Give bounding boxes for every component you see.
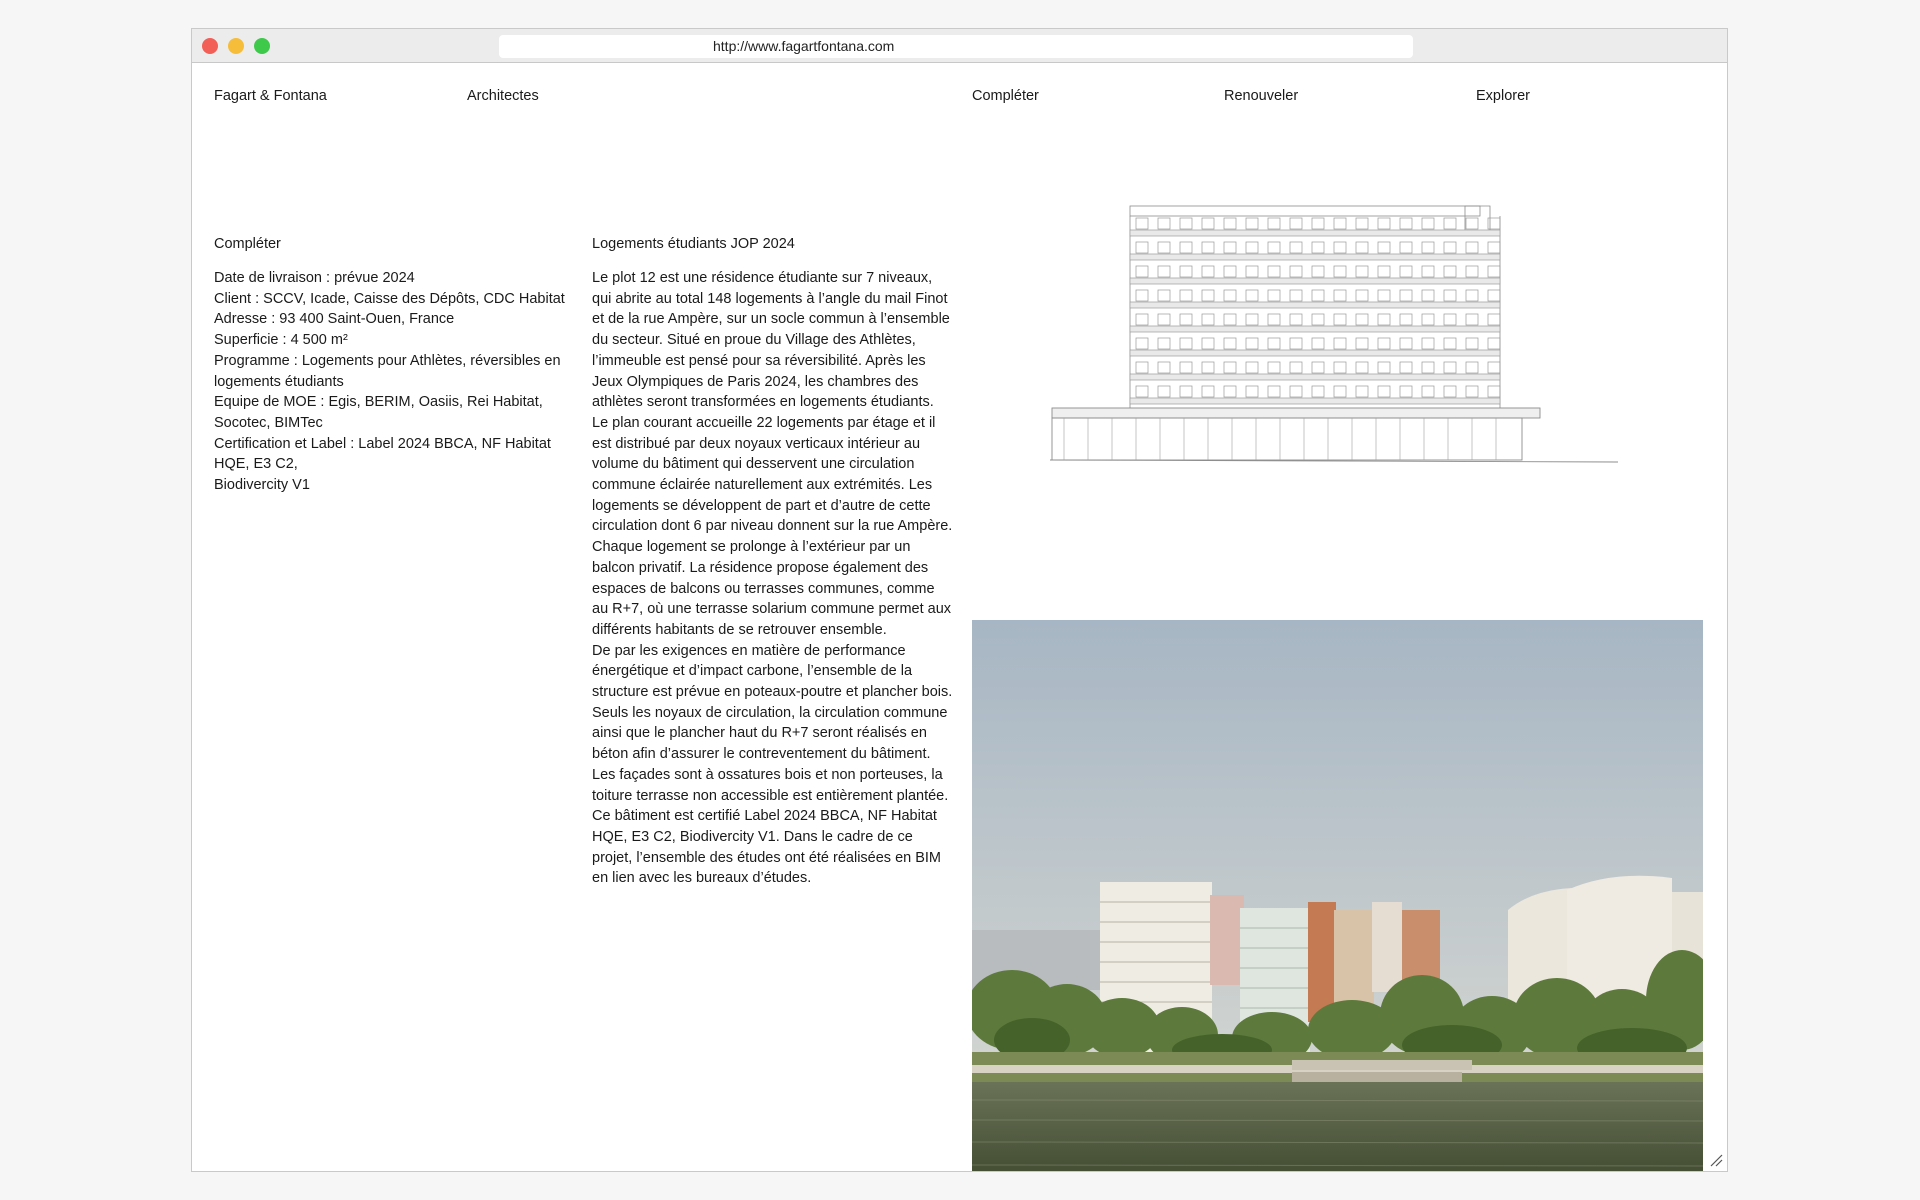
- description-paragraph: Le plan courant accueille 22 logements par étage et il est distribué par deux noyaux verticaux intérieur au volume du bâtiment qui desservent une circulation commune éclairée naturellement aux extrémités. Les logements se développent de part et d’autre de cette circulation dont 6 par niveau donnent sur la rue Ampère. Chaque logement se prolonge à l’extérieur par un balcon privatif. La résidence propose également des espaces de balcons ou terrasses communes, comme au R+7, où une terrasse solarium commune permet aux différents habitants de se retrouver ensemble.: [592, 414, 953, 638]
- description-paragraph: Le plot 12 est une résidence étudiante sur 7 niveaux, qui abrite au total 148 logements à l’angle du mail Finot et de la rue Ampère, sur un socle commun à l’ensemble du secteur. Situé en proue du Village des Athlètes, l’immeuble est pensé pour sa réversibilité. Après les Jeux Olympiques de Paris 2024, les chambres des athlètes seront transformées en logements étudiants.: [592, 270, 950, 411]
- info-biodivercity: Biodivercity V1: [214, 477, 310, 494]
- section-heading: Compléter: [214, 236, 281, 252]
- info-program: Programme : Logements pour Athlètes, réversibles en logements étudiants: [214, 352, 561, 390]
- info-address: Adresse : 93 400 Saint-Ouen, France: [214, 311, 455, 328]
- minimize-window-button[interactable]: [228, 38, 244, 54]
- browser-titlebar: [192, 29, 1727, 63]
- info-client: Client : SCCV, Icade, Caisse des Dépôts, CDC Habitat: [214, 290, 565, 307]
- page-content: [192, 64, 1727, 1172]
- description-paragraph: De par les exigences en matière de performance énergétique et d’impact carbone, l’ensemble de la structure est prévue en poteaux-poutre et plancher bois. Seuls les noyaux de circulation, la circulation commune ainsi que le plancher haut du R+7 seront réalisés en béton afin d’assurer le contreventement du bâtiment. Les façades sont à ossatures bois et non porteuses, la toiture terrasse non accessible est entièrement plantée. Ce bâtiment est certifié Label 2024 BBCA, NF Habitat HQE, E3 C2, Biodivercity V1. Dans le cadre de ce projet, l’ensemble des études ont été réalisées en BIM en lien avec les bureaux d’études.: [592, 642, 953, 887]
- nav-completer-link[interactable]: Compléter: [972, 88, 1039, 104]
- nav-renouveler-link[interactable]: Renouveler: [1224, 88, 1299, 104]
- project-rendering-image: [972, 620, 1703, 1172]
- project-title: Logements étudiants JOP 2024: [592, 236, 795, 252]
- nav-explorer-link[interactable]: Explorer: [1476, 88, 1530, 104]
- address-bar[interactable]: [499, 35, 1413, 58]
- info-area: Superficie : 4 500 m²: [214, 332, 348, 349]
- url-text: http://www.fagartfontana.com: [713, 38, 895, 54]
- info-team: Equipe de MOE : Egis, BERIM, Oasiis, Rei Habitat, Socotec, BIMTec: [214, 394, 543, 431]
- nav-architectes-link[interactable]: Architectes: [467, 88, 539, 104]
- resize-grip-icon[interactable]: [1709, 1153, 1723, 1167]
- maximize-window-button[interactable]: [254, 38, 270, 54]
- nav-brand-link[interactable]: Fagart & Fontana: [214, 88, 327, 104]
- info-delivery: Date de livraison : prévue 2024: [214, 270, 415, 286]
- browser-window: [191, 28, 1728, 1172]
- project-description: [592, 268, 954, 889]
- building-elevation-drawing: [1050, 202, 1620, 464]
- project-info-list: [214, 268, 566, 496]
- close-window-button[interactable]: [202, 38, 218, 54]
- info-certification: Certification et Label : Label 2024 BBCA, NF Habitat HQE, E3 C2,: [214, 435, 551, 473]
